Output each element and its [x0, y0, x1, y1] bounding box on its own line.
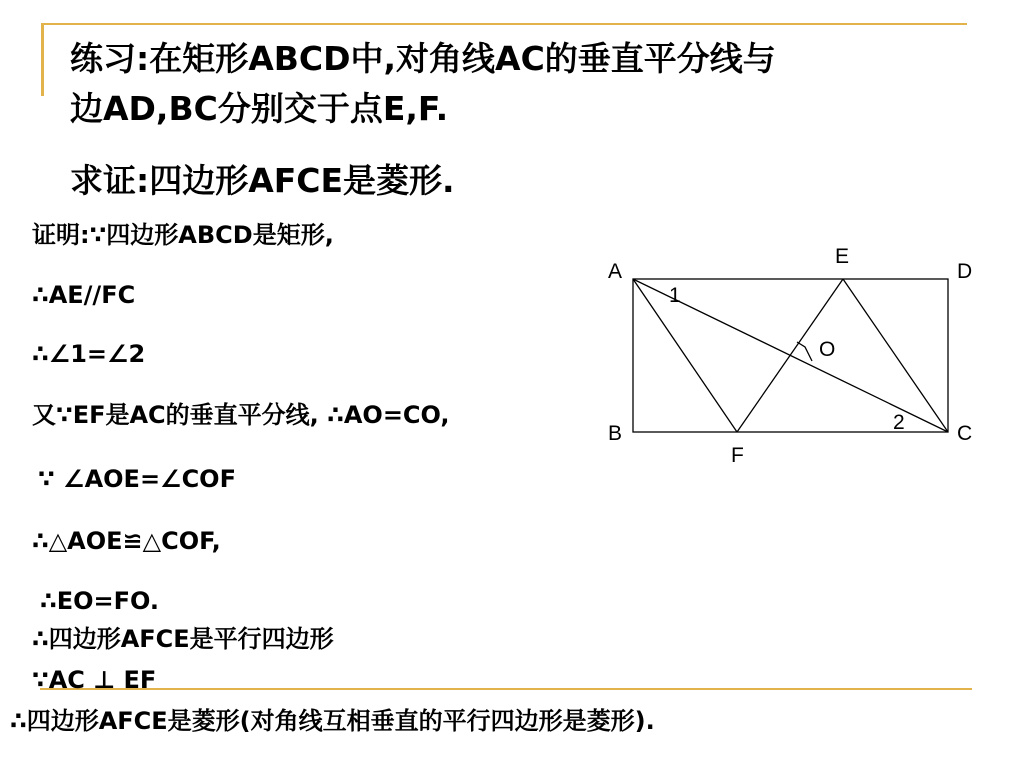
proof-step-9: ∵AC ⊥ EF	[32, 666, 157, 694]
proof-step-2: ∴AE//FC	[32, 281, 136, 309]
proof-step-8: ∴四边形AFCE是平行四边形	[32, 625, 334, 653]
problem-line-2: 边AD,BC分别交于点E,F.	[70, 89, 449, 128]
label-a: A	[608, 260, 623, 283]
label-angle-1: 1	[669, 284, 681, 307]
label-o: O	[819, 338, 836, 361]
proof-step-4: 又∵EF是AC的垂直平分线, ∴AO=CO,	[32, 401, 450, 429]
label-d: D	[957, 260, 973, 283]
proof-step-1: 证明:∵四边形ABCD是矩形,	[32, 221, 334, 249]
right-angle-marker	[797, 342, 812, 361]
proof-step-6: ∴△AOE≌△COF,	[32, 527, 221, 555]
label-f: F	[731, 444, 744, 467]
problem-line-1: 练习:在矩形ABCD中,对角线AC的垂直平分线与	[70, 39, 776, 78]
label-b: B	[608, 422, 623, 445]
segment-af	[633, 279, 737, 432]
label-angle-2: 2	[893, 411, 905, 434]
proof-step-5: ∵ ∠AOE=∠COF	[38, 465, 236, 493]
label-c: C	[957, 422, 973, 445]
proof-conclusion: ∴四边形AFCE是菱形(对角线互相垂直的平行四边形是菱形).	[10, 707, 655, 735]
prove-statement: 求证:四边形AFCE是菱形.	[70, 161, 455, 200]
segment-ec	[843, 279, 948, 432]
label-e: E	[835, 245, 850, 268]
proof-step-7: ∴EO=FO.	[40, 587, 159, 615]
proof-step-3: ∴∠1=∠2	[32, 340, 146, 368]
